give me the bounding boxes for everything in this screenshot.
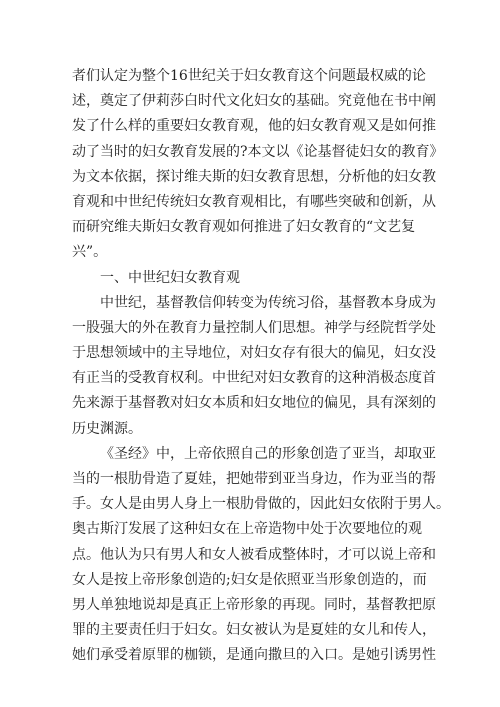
text-line: 先来源于基督教对妇女本质和妇女地位的偏见，具有深刻的 <box>72 395 436 412</box>
text-line: 当的一根肋骨造了夏娃，把她带到亚当身边，作为亚当的帮 <box>72 471 436 487</box>
text-line: 于思想领域中的主导地位，对妇女存有很大的偏见，妇女没 <box>72 345 436 362</box>
text-line: 历史渊源。 <box>72 420 142 437</box>
text-line: 点。他认为只有男人和女人被看成整体时，才可以说上帝和 <box>72 546 436 563</box>
text-line: 男人单独地说却是真正上帝形象的再现。同时，基督教把原 <box>72 596 436 613</box>
text-line: 手。女人是由男人身上一根肋骨做的，因此妇女依附于男人。 <box>72 496 450 513</box>
text-line: 而研究维夫斯妇女教育观如何推进了妇女教育的“文艺复 <box>72 219 416 236</box>
paragraph-first-line: 中世纪，基督教信仰转变为传统习俗，基督教本身成为 <box>100 294 436 311</box>
text-line: 她们承受着原罪的枷锁，是通向撒旦的入口。是她引诱男性 <box>72 647 436 664</box>
text-line: 动了当时的妇女教育发展的?本文以《论基督徒妇女的教育》 <box>72 143 444 160</box>
text-line: 女人是按上帝形象创造的;妇女是依照亚当形象创造的，而 <box>72 571 427 588</box>
text-line: 者们认定为整个16世纪关于妇女教育这个问题最权威的论 <box>72 68 426 84</box>
paragraph-first-line: 《圣经》中，上帝依照自己的形象创造了亚当，却取亚 <box>100 445 436 462</box>
section-heading: 一、中世纪妇女教育观 <box>100 269 240 286</box>
text-line: 述，奠定了伊莉莎白时代文化妇女的基础。究竟他在书中阐 <box>72 93 436 110</box>
text-line: 为文本依据，探讨维夫斯的妇女教育思想，分析他的妇女教 <box>72 168 436 185</box>
text-line: 兴”。 <box>72 244 108 261</box>
text-line: 奥古斯汀发展了这种妇女在上帝造物中处于次要地位的观 <box>72 521 422 538</box>
text-line: 育观和中世纪传统妇女教育观相比，有哪些突破和创新，从 <box>72 193 436 210</box>
text-line: 罪的主要责任归于妇女。妇女被认为是夏娃的女儿和传人， <box>72 622 436 639</box>
text-line: 有正当的受教育权利。中世纪对妇女教育的这种消极态度首 <box>72 370 436 387</box>
text-line: 发了什么样的重要妇女教育观，他的妇女教育观又是如何推 <box>72 118 436 135</box>
text-line: 一股强大的外在教育力量控制人们思想。神学与经院哲学处 <box>72 319 436 336</box>
body-text <box>72 64 450 669</box>
